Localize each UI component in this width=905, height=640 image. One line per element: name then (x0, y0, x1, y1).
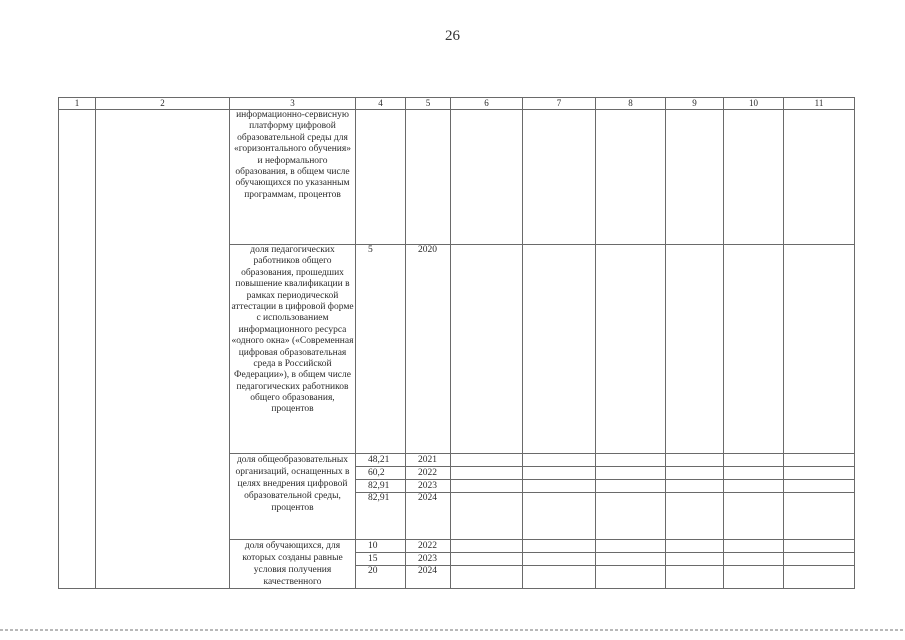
table-cell (784, 467, 855, 480)
table-cell (784, 110, 855, 245)
value-cell: 82,91 (356, 480, 406, 493)
data-table (58, 97, 855, 589)
table-cell (666, 480, 724, 493)
table-cell (724, 540, 784, 553)
value-cell: 48,21 (356, 454, 406, 467)
table-cell (523, 110, 596, 245)
value-cell: 82,91 (356, 493, 406, 540)
table-cell (451, 467, 523, 480)
table-cell (666, 454, 724, 467)
table-cell (596, 110, 666, 245)
table-cell (523, 553, 596, 566)
table-cell (784, 566, 855, 589)
value-cell: 10 (356, 540, 406, 553)
page-number: 26 (445, 28, 460, 44)
table-cell (784, 480, 855, 493)
header-cell: 6 (451, 98, 523, 110)
table-cell (666, 467, 724, 480)
year-cell: 2020 (406, 245, 451, 454)
table-cell (724, 566, 784, 589)
table-cell (523, 540, 596, 553)
table-cell (451, 553, 523, 566)
year-cell: 2024 (406, 566, 451, 589)
table-cell (724, 553, 784, 566)
value-cell: 20 (356, 566, 406, 589)
header-cell: 10 (724, 98, 784, 110)
table-cell (666, 110, 724, 245)
table-cell (523, 245, 596, 454)
table-cell (724, 454, 784, 467)
table-cell (523, 493, 596, 540)
value-cell: 60,2 (356, 467, 406, 480)
year-cell: 2023 (406, 480, 451, 493)
indicator-text: информационно-сервисную платформу цифровой образовательной среды для «горизонтального обучения» и неформального образования, в общем числе обучающихся по указанным программам, процентов (230, 110, 356, 245)
table-cell (666, 245, 724, 454)
table-cell (596, 480, 666, 493)
table-cell (666, 566, 724, 589)
table-cell (724, 493, 784, 540)
table-cell (666, 540, 724, 553)
table-cell (724, 467, 784, 480)
table-cell (596, 540, 666, 553)
table-cell (451, 110, 523, 245)
header-cell: 9 (666, 98, 724, 110)
table-cell (784, 553, 855, 566)
header-cell: 8 (596, 98, 666, 110)
table-cell (96, 110, 230, 589)
table-cell (596, 566, 666, 589)
table-cell (451, 566, 523, 589)
table-cell (784, 454, 855, 467)
table-cell (724, 480, 784, 493)
table-cell (724, 110, 784, 245)
header-row (59, 98, 855, 110)
header-cell: 11 (784, 98, 855, 110)
table-cell (784, 540, 855, 553)
table-cell (784, 493, 855, 540)
table-cell (451, 493, 523, 540)
table-cell (724, 245, 784, 454)
table-cell (596, 454, 666, 467)
table-cell (596, 467, 666, 480)
table-cell (666, 493, 724, 540)
indicator-text: доля педагогических работников общего образования, прошедших повышение квалификации в рамках периодической аттестации в цифровой форме с использованием информационного ресурса «одного окна» («Современная цифровая образовательная среда в Российской Федерации»), в общем числе педагогических работников общего образования, процентов (230, 245, 356, 454)
table-cell (451, 480, 523, 493)
table-cell (356, 110, 406, 245)
header-cell: 7 (523, 98, 596, 110)
table-cell (784, 245, 855, 454)
indicator-text: доля обучающихся, для которых созданы равные условия получения качественного (230, 540, 356, 589)
table-cell (451, 245, 523, 454)
scan-edge-line (0, 629, 905, 631)
indicator-text: доля общеобразовательных организаций, оснащенных в целях внедрения цифровой образовательной среды, процентов (230, 454, 356, 540)
header-cell: 4 (356, 98, 406, 110)
value-cell: 15 (356, 553, 406, 566)
table-cell (523, 566, 596, 589)
table-cell (523, 480, 596, 493)
header-cell: 1 (59, 98, 96, 110)
header-cell: 5 (406, 98, 451, 110)
year-cell: 2023 (406, 553, 451, 566)
table-row (59, 110, 855, 245)
table-cell (596, 493, 666, 540)
table-cell (451, 540, 523, 553)
table-cell (523, 454, 596, 467)
year-cell: 2021 (406, 454, 451, 467)
table-cell (523, 467, 596, 480)
table-cell (596, 553, 666, 566)
year-cell: 2024 (406, 493, 451, 540)
header-cell: 2 (96, 98, 230, 110)
year-cell: 2022 (406, 467, 451, 480)
year-cell: 2022 (406, 540, 451, 553)
table-cell (451, 454, 523, 467)
value-cell: 5 (356, 245, 406, 454)
table-cell (596, 245, 666, 454)
table-cell (406, 110, 451, 245)
table-cell (59, 110, 96, 589)
header-cell: 3 (230, 98, 356, 110)
table-cell (666, 553, 724, 566)
